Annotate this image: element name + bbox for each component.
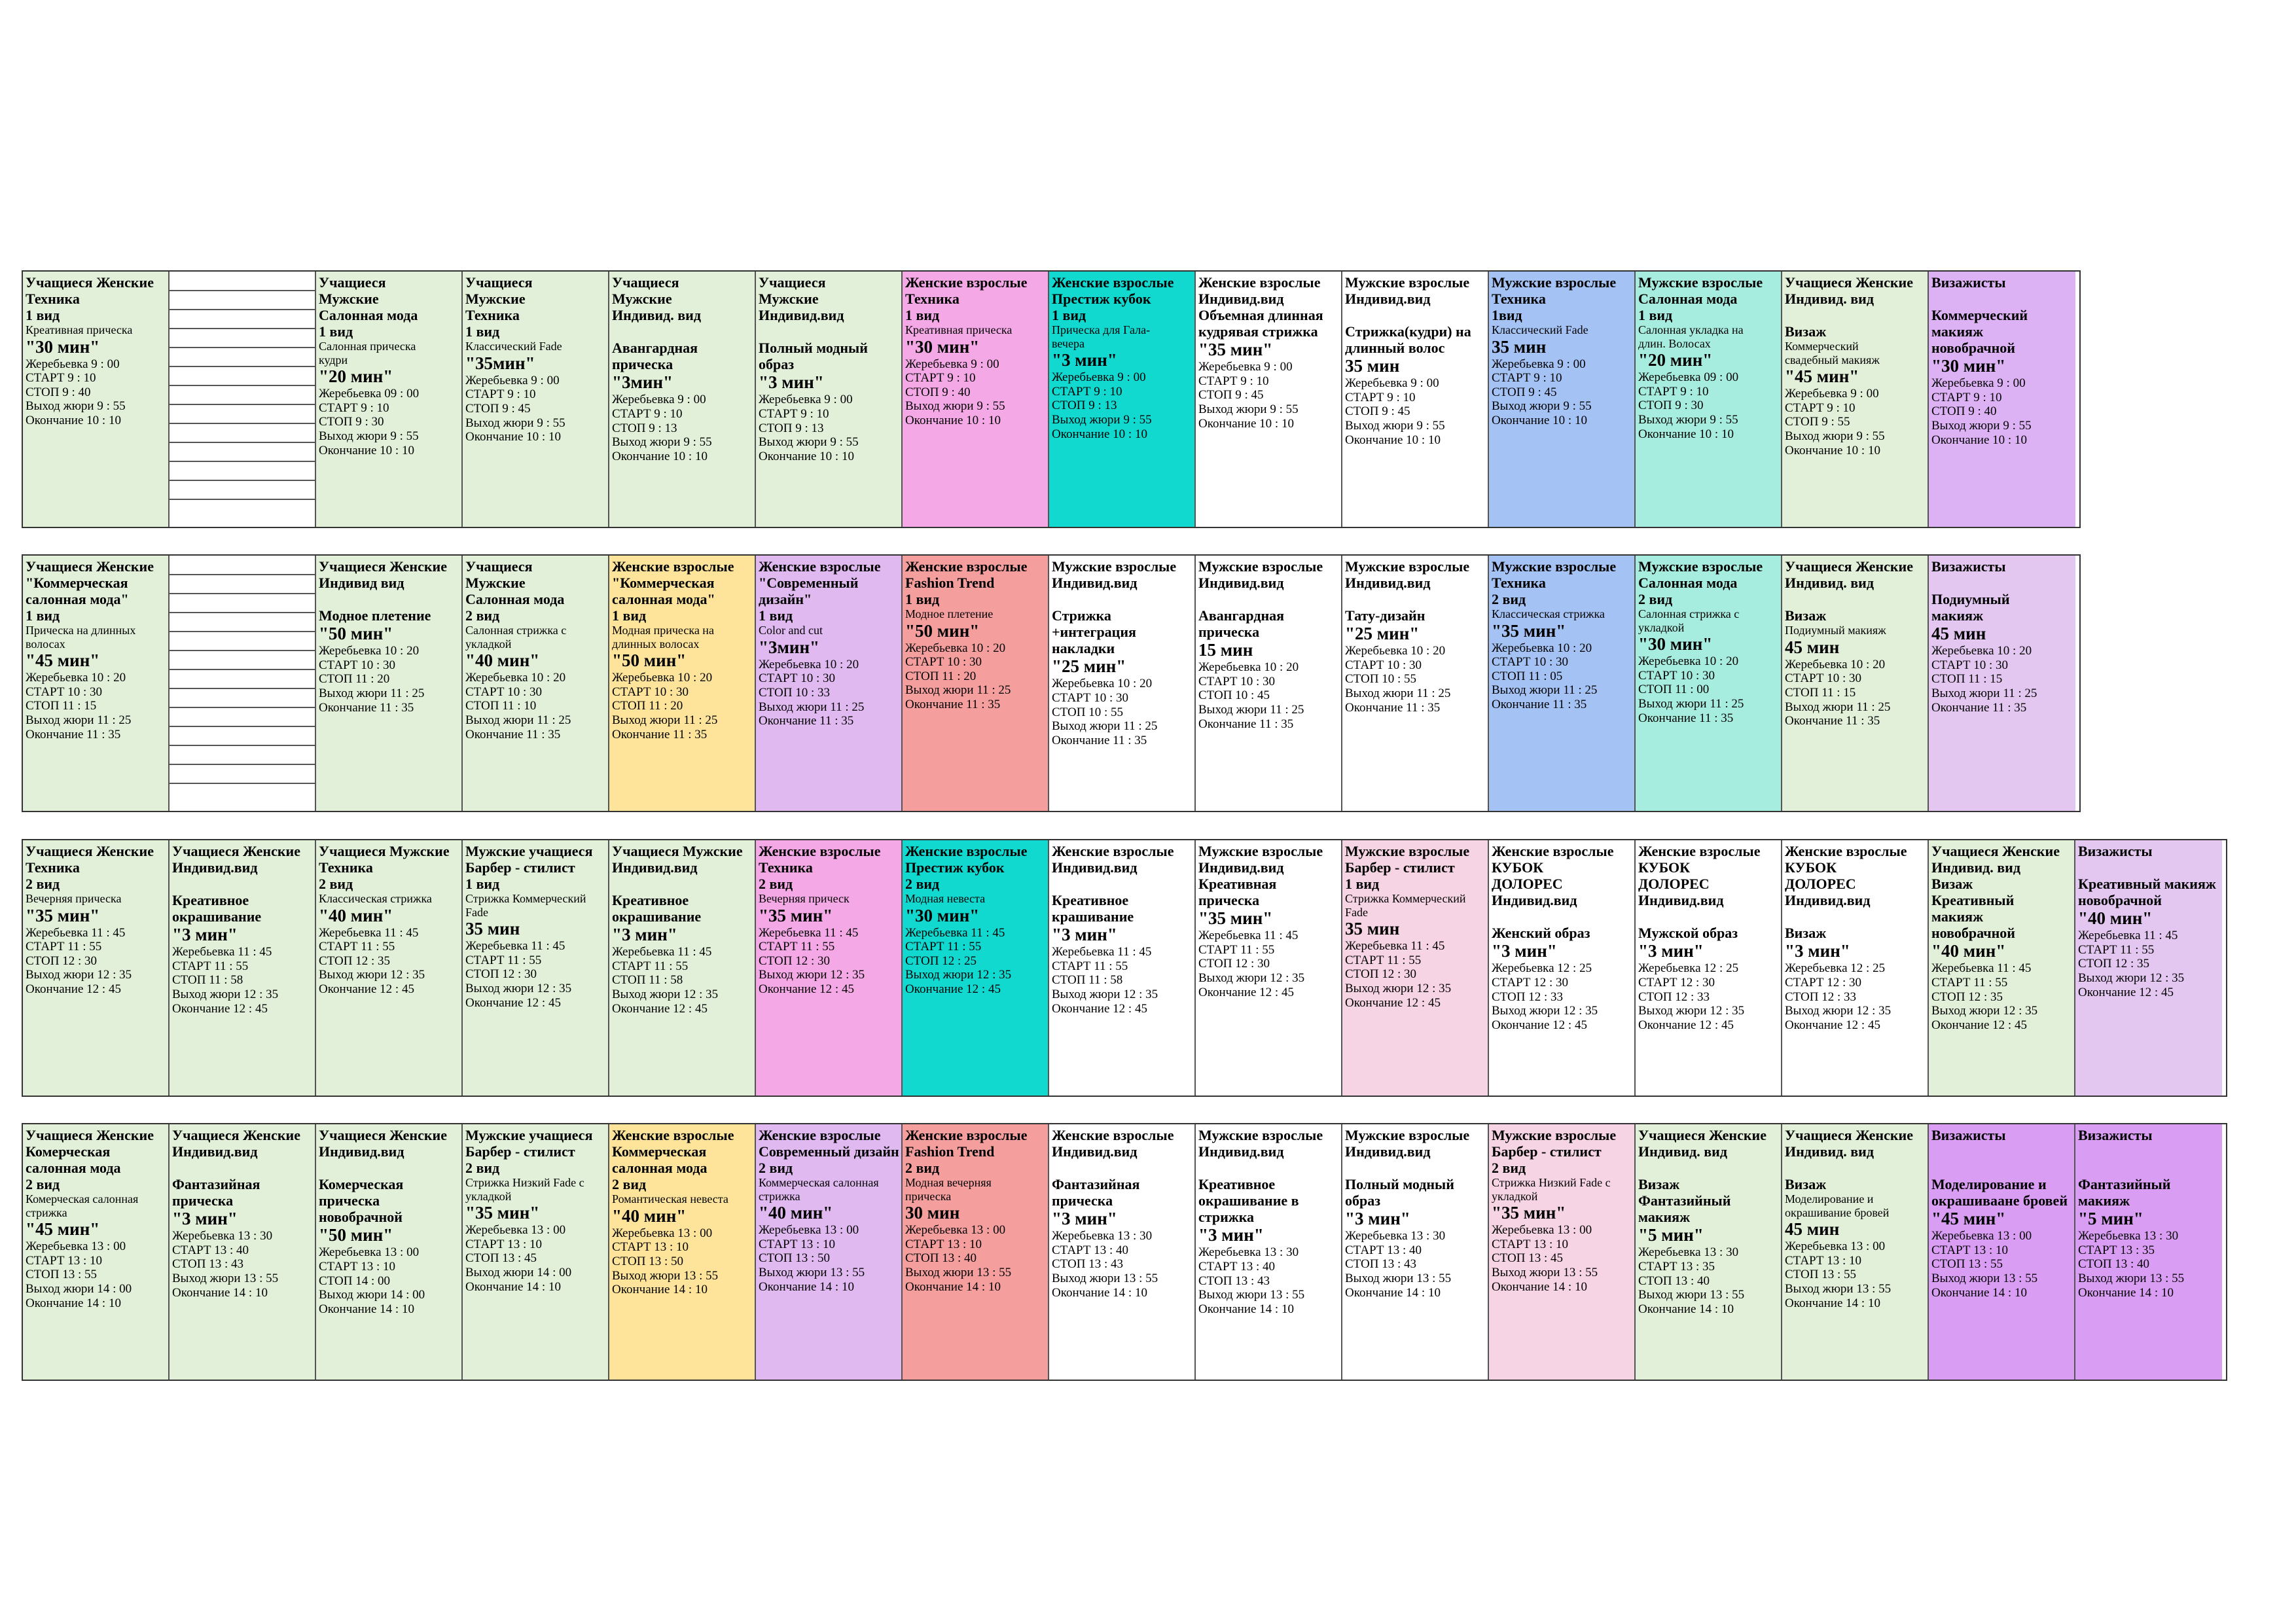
cell-title: Мужские взрослые Индивид.вид Тату-дизайн	[1345, 558, 1470, 624]
cell-times: Жеребьевка 13 : 30 СТАРТ 13 : 40 СТОП 13 : 43 Выход жюри 13 : 55 Окончание 14 : 10	[1052, 1229, 1158, 1300]
schedule-cell	[23, 556, 170, 811]
cell-title: Учащиеся Женские "Коммерческая салонная мода" 1 вид	[26, 558, 154, 624]
schedule-cell	[1489, 1124, 1636, 1380]
cell-duration: "3мин"	[759, 637, 819, 657]
cell-duration: "30 мин"	[905, 905, 980, 925]
schedule-cell	[1342, 272, 1489, 527]
schedule-cell	[1196, 1124, 1342, 1380]
cell-times: Жеребьевка 10 : 20 СТАРТ 10 : 30 СТОП 11 : 15 Выход жюри 11 : 25 Окончание 11 : 35	[1785, 657, 1891, 728]
cell-subtitle: Салонная стрижка с укладкой	[465, 624, 567, 651]
cell-times: Жеребьевка 9 : 00 СТАРТ 9 : 10 СТОП 9 : 13 Выход жюри 9 : 55 Окончание 10 : 10	[759, 393, 859, 463]
cell-times: Жеребьевка 13 : 00 СТАРТ 13 : 10 СТОП 13 : 50 Выход жюри 13 : 55 Окончание 14 : 10	[612, 1226, 719, 1297]
cell-duration: "40 мин"	[759, 1203, 833, 1223]
schedule-cell	[23, 272, 170, 527]
cell-subtitle: Креативная прическа	[905, 323, 1013, 337]
cell-times: Жеребьевка 9 : 00 СТАРТ 9 : 10 СТОП 9 : 45 Выход жюри 9 : 55 Окончание 10 : 10	[1492, 357, 1592, 428]
cell-title: Учащиеся Мужские Индивид.вид Полный модный образ	[759, 274, 868, 373]
cell-title: Учащиеся Мужские Салонная мода 2 вид	[465, 558, 565, 624]
cell-duration: "35 мин"	[1492, 620, 1566, 641]
schedule-cell	[1782, 1124, 1929, 1380]
schedule-cell	[756, 840, 903, 1096]
cell-duration: "50 мин"	[319, 1225, 393, 1245]
schedule-cell	[170, 840, 316, 1096]
cell-times: Жеребьевка 13 : 00 СТАРТ 13 : 10 СТОП 13 : 55 Выход жюри 13 : 55 Окончание 14 : 10	[1931, 1229, 2038, 1300]
cell-title: Учащиеся Женские Техника 2 вид	[26, 843, 154, 893]
cell-times: Жеребьевка 9 : 00 СТАРТ 9 : 10 СТОП 9 : 13 Выход жюри 9 : 55 Окончание 10 : 10	[1052, 370, 1152, 441]
cell-title: Визажисты Креативный макияж новобрачной	[2078, 843, 2216, 909]
cell-times: Жеребьевка 11 : 45 СТАРТ 11 : 55 СТОП 11 : 58 Выход жюри 12 : 35 Окончание 12 : 45	[172, 945, 279, 1016]
schedule-cell	[1636, 272, 1782, 527]
cell-subtitle: Color and cut	[759, 624, 823, 637]
cell-duration: "3 мин"	[1638, 941, 1704, 961]
cell-duration: "30 мин"	[905, 336, 980, 357]
cell-duration: 45 мин	[1785, 1219, 1840, 1240]
schedule-cell	[1342, 1124, 1489, 1380]
cell-times: Жеребьевка 13 : 00 СТАРТ 13 : 10 СТОП 13 : 55 Выход жюри 14 : 00 Окончание 14 : 10	[26, 1240, 132, 1310]
cell-duration: "45 мин"	[26, 651, 100, 671]
cell-times: Жеребьевка 11 : 45 СТАРТ 11 : 55 СТОП 12 : 35 Выход жюри 12 : 35 Окончание 12 : 45	[319, 925, 425, 997]
cell-title: Учащиеся Мужские Индивид.вид Креативное окрашивание	[612, 843, 743, 925]
schedule-cell	[1929, 840, 2075, 1096]
cell-duration: "45 мин"	[1785, 366, 1859, 387]
schedule-cell	[170, 1124, 316, 1380]
cell-duration: "40 мин"	[2078, 908, 2153, 929]
cell-times: Жеребьевка 13 : 00 СТАРТ 13 : 10 СТОП 13 : 50 Выход жюри 13 : 55 Окончание 14 : 10	[759, 1223, 865, 1294]
cell-times: Жеребьевка 9 : 00 СТАРТ 9 : 10 СТОП 9 : 40 Выход жюри 9 : 55 Окончание 10 : 10	[1931, 376, 2032, 447]
cell-subtitle: Салонная стрижка с укладкой	[1638, 607, 1740, 634]
cell-title: Мужские взрослые Техника 1вид	[1492, 274, 1617, 324]
cell-duration: "30 мин"	[1931, 356, 2006, 376]
schedule-cell	[903, 840, 1049, 1096]
schedule-cell	[1489, 272, 1636, 527]
cell-title: Женские взрослые Техника 2 вид	[759, 843, 881, 893]
cell-subtitle: Салонная прическа кудри	[319, 340, 416, 366]
schedule-cell	[756, 1124, 903, 1380]
cell-title: Мужские учащиеся Барбер - стилист 1 вид	[465, 843, 593, 893]
cell-title: Учащиеся Женские Индивид. вид Визаж	[1785, 558, 1913, 624]
cell-duration: 35 мин	[1492, 336, 1547, 357]
schedule-cell	[756, 556, 903, 811]
schedule-cell	[2075, 840, 2222, 1096]
schedule-cell	[609, 1124, 756, 1380]
cell-subtitle: Коммерческая салонная стрижка	[759, 1176, 879, 1203]
cell-times: Жеребьевка 12 : 25 СТАРТ 12 : 30 СТОП 12 : 33 Выход жюри 12 : 35 Окончание 12 : 45	[1492, 961, 1598, 1032]
cell-title: Женские взрослые Коммерческая салонная мода 2 вид	[612, 1127, 734, 1193]
cell-times: Жеребьевка 11 : 45 СТАРТ 11 : 55 СТОП 12 : 30 Выход жюри 12 : 35 Окончание 12 : 45	[1345, 939, 1452, 1010]
cell-duration: "20 мин"	[319, 366, 393, 387]
cell-duration: "3 мин"	[1052, 350, 1117, 370]
cell-subtitle: Салонная укладка на длин. Волосах	[1638, 323, 1744, 350]
schedule-cell	[1929, 272, 2075, 527]
cell-times: Жеребьевка 11 : 45 СТАРТ 11 : 55 СТОП 11 : 58 Выход жюри 12 : 35 Окончание 12 : 45	[612, 945, 719, 1016]
cell-duration: 45 мин	[1931, 624, 1986, 644]
cell-title: Мужские взрослые Салонная мода 2 вид	[1638, 558, 1763, 608]
cell-title: Визажисты Моделирование и окрашиваане бровей	[1931, 1127, 2068, 1209]
cell-duration: "50 мин"	[319, 624, 393, 644]
cell-duration: "3 мин"	[1785, 941, 1850, 961]
cell-times: Жеребьевка 12 : 25 СТАРТ 12 : 30 СТОП 12 : 33 Выход жюри 12 : 35 Окончание 12 : 45	[1785, 961, 1892, 1032]
cell-duration: "20 мин"	[1638, 350, 1713, 370]
cell-title: Учащиеся Женские Индивид.вид Фантазийная прическа	[172, 1127, 300, 1209]
cell-title: Мужские учащиеся Барбер - стилист 2 вид	[465, 1127, 593, 1177]
cell-title: Мужские взрослые Барбер - стилист 2 вид	[1492, 1127, 1617, 1177]
schedule-cell	[609, 272, 756, 527]
cell-title: Женские взрослые Престиж кубок 1 вид	[1052, 274, 1174, 324]
cell-times: Жеребьевка 11 : 45 СТАРТ 11 : 55 СТОП 12 : 30 Выход жюри 12 : 35 Окончание 12 : 45	[26, 925, 132, 997]
cell-times: Жеребьевка 10 : 20 СТАРТ 10 : 30 СТОП 11 : 10 Выход жюри 11 : 25 Окончание 11 : 35	[465, 671, 571, 741]
cell-title: Женские взрослые Престиж кубок 2 вид	[905, 843, 1028, 893]
cell-duration: "25 мин"	[1345, 624, 1420, 644]
cell-title: Женские взрослые Индивид.вид Фантазийная прическа	[1052, 1127, 1174, 1209]
schedule-cell	[463, 1124, 609, 1380]
schedule-cell	[316, 556, 463, 811]
cell-times: Жеребьевка 11 : 45 СТАРТ 11 : 55 СТОП 12 : 35 Выход жюри 12 : 35 Окончание 12 : 45	[1931, 961, 2038, 1032]
cell-times: Жеребьевка 13 : 30 СТАРТ 13 : 35 СТОП 13 : 40 Выход жюри 13 : 55 Окончание 14 : 10	[1638, 1245, 1745, 1316]
cell-times: Жеребьевка 11 : 45 СТАРТ 11 : 55 СТОП 12 : 35 Выход жюри 12 : 35 Окончание 12 : 45	[2078, 929, 2185, 999]
schedule-cell	[1196, 840, 1342, 1096]
cell-duration: "50 мин"	[905, 620, 980, 641]
cell-subtitle: Классический Fade	[465, 340, 562, 353]
schedule-cell	[23, 840, 170, 1096]
cell-title: Женские взрослые Fashion Trend 2 вид	[905, 1127, 1028, 1177]
cell-duration: 35 мин	[1345, 919, 1400, 939]
cell-duration: "40 мин"	[319, 905, 393, 925]
schedule-cell	[1636, 556, 1782, 811]
cell-times: Жеребьевка 9 : 00 СТАРТ 9 : 10 СТОП 9 : 13 Выход жюри 9 : 55 Окончание 10 : 10	[612, 393, 712, 463]
cell-subtitle: Стрижка Коммерческий Fade	[465, 892, 586, 919]
cell-subtitle: Стрижка Коммерческий Fade	[1345, 892, 1466, 919]
cell-subtitle: Коммерческий свадебный макияж	[1785, 340, 1880, 366]
cell-duration: "25 мин"	[1052, 656, 1126, 677]
cell-title: Женские взрослые Индивид.вид Объемная длинная кудрявая стрижка	[1198, 274, 1323, 340]
schedule-cell	[316, 272, 463, 527]
cell-title: Учащиеся Женские Индивид. вид Визаж	[1785, 1127, 1913, 1193]
schedule-cell	[463, 840, 609, 1096]
cell-title: Учащиеся Женские Индивид.вид Креативное окрашивание	[172, 843, 300, 925]
cell-times: Жеребьевка 11 : 45 СТАРТ 11 : 55 СТОП 12 : 30 Выход жюри 12 : 35 Окончание 12 : 45	[465, 939, 572, 1010]
cell-title: Женские взрослые "Современный дизайн" 1 вид	[759, 558, 881, 624]
cell-times: Жеребьевка 10 : 20 СТАРТ 10 : 30 СТОП 10 : 45 Выход жюри 11 : 25 Окончание 11 : 35	[1198, 660, 1304, 731]
cell-times: Жеребьевка 10 : 20 СТАРТ 10 : 30 СТОП 10 : 55 Выход жюри 11 : 25 Окончание 11 : 35	[1345, 644, 1451, 715]
schedule-cell	[316, 840, 463, 1096]
cell-duration: "3 мин"	[1345, 1209, 1410, 1229]
cell-times: Жеребьевка 09 : 00 СТАРТ 9 : 10 СТОП 9 : 30 Выход жюри 9 : 55 Окончание 10 : 10	[1638, 370, 1739, 441]
cell-title: Мужские взрослые Индивид.вид Авангардная прическа	[1198, 558, 1323, 641]
cell-duration: "35 мин"	[759, 905, 833, 925]
cell-title: Учащиеся Женские Индивид.вид Комерческая прическа новобрачной	[319, 1127, 447, 1226]
cell-title: Мужские взрослые Индивид.вид Стрижка(кудри) на длинный волос	[1345, 274, 1471, 357]
cell-duration: "35 мин"	[465, 1203, 540, 1223]
schedule-cell	[1782, 840, 1929, 1096]
cell-duration: 15 мин	[1198, 640, 1253, 660]
cell-times: Жеребьевка 11 : 45 СТАРТ 11 : 55 СТОП 12 : 25 Выход жюри 12 : 35 Окончание 12 : 45	[905, 925, 1012, 997]
cell-times: Жеребьевка 13 : 30 СТАРТ 13 : 40 СТОП 13 : 43 Выход жюри 13 : 55 Окончание 14 : 10	[1345, 1229, 1452, 1300]
cell-duration: "3мин"	[612, 372, 673, 393]
cell-times: Жеребьевка 12 : 25 СТАРТ 12 : 30 СТОП 12 : 33 Выход жюри 12 : 35 Окончание 12 : 45	[1638, 961, 1745, 1032]
cell-times: Жеребьевка 11 : 45 СТАРТ 11 : 55 СТОП 12 : 30 Выход жюри 12 : 35 Окончание 12 : 45	[759, 925, 865, 997]
cell-duration: "3 мин"	[1198, 1225, 1264, 1245]
cell-duration: "3 мин"	[1052, 1209, 1117, 1229]
cell-title: Учащиеся Женские Индивид. вид Визаж Креативный макияж новобрачной	[1931, 843, 2060, 942]
cell-times: Жеребьевка 9 : 00 СТАРТ 9 : 10 СТОП 9 : 55 Выход жюри 9 : 55 Окончание 10 : 10	[1785, 387, 1885, 457]
schedule-cell	[1342, 840, 1489, 1096]
cell-subtitle: Вечерняя прическа	[26, 892, 122, 906]
schedule-cell	[1489, 556, 1636, 811]
cell-times: Жеребьевка 09 : 00 СТАРТ 9 : 10 СТОП 9 : 30 Выход жюри 9 : 55 Окончание 10 : 10	[319, 387, 420, 457]
cell-subtitle: Подиумный макияж	[1785, 624, 1886, 637]
cell-title: Учащиеся Мужские Салонная мода 1 вид	[319, 274, 418, 340]
cell-subtitle: Креативная прическа	[26, 323, 133, 337]
cell-times: Жеребьевка 13 : 00 СТАРТ 13 : 10 СТОП 13 : 55 Выход жюри 13 : 55 Окончание 14 : 10	[1785, 1240, 1892, 1310]
cell-times: Жеребьевка 13 : 30 СТАРТ 13 : 40 СТОП 13 : 43 Выход жюри 13 : 55 Окончание 14 : 10	[172, 1229, 279, 1300]
cell-title: Женские взрослые Техника 1 вид	[905, 274, 1028, 324]
cell-times: Жеребьевка 10 : 20 СТАРТ 10 : 30 СТОП 11 : 20 Выход жюри 11 : 25 Окончание 11 : 35	[612, 671, 718, 741]
cell-title: Женские взрослые Индивид.вид Креативное крашивание	[1052, 843, 1174, 925]
cell-duration: "35 мин"	[1198, 908, 1273, 929]
cell-times: Жеребьевка 10 : 20 СТАРТ 10 : 30 СТОП 11 : 00 Выход жюри 11 : 25 Окончание 11 : 35	[1638, 654, 1744, 725]
cell-title: Мужские взрослые Барбер - стилист 1 вид	[1345, 843, 1470, 893]
schedule-cell	[903, 1124, 1049, 1380]
cell-subtitle: Классическая стрижка	[1492, 607, 1605, 621]
ruled-lines-cell	[170, 272, 316, 527]
cell-times: Жеребьевка 13 : 30 СТАРТ 13 : 40 СТОП 13 : 43 Выход жюри 13 : 55 Окончание 14 : 10	[1198, 1245, 1305, 1316]
cell-times: Жеребьевка 9 : 00 СТАРТ 9 : 10 СТОП 9 : 40 Выход жюри 9 : 55 Окончание 10 : 10	[905, 357, 1005, 428]
cell-times: Жеребьевка 10 : 20 СТАРТ 10 : 30 СТОП 11 : 20 Выход жюри 11 : 25 Окончание 11 : 35	[319, 644, 425, 715]
schedule-cell	[1636, 1124, 1782, 1380]
cell-times: Жеребьевка 13 : 30 СТАРТ 13 : 35 СТОП 13 : 40 Выход жюри 13 : 55 Окончание 14 : 10	[2078, 1229, 2185, 1300]
cell-subtitle: Модная прическа на длинных волосах	[612, 624, 714, 651]
schedule-cell	[1489, 840, 1636, 1096]
cell-title: Женские взрослые Современный дизайн 2 вид	[759, 1127, 899, 1177]
cell-duration: "3 мин"	[612, 925, 677, 945]
schedule-cell	[1636, 840, 1782, 1096]
schedule-block-4	[22, 1123, 2227, 1381]
cell-times: Жеребьевка 13 : 00 СТАРТ 13 : 10 СТОП 14 : 00 Выход жюри 14 : 00 Окончание 14 : 10	[319, 1245, 425, 1316]
cell-duration: 30 мин	[905, 1203, 960, 1223]
cell-duration: "35 мин"	[1492, 1203, 1566, 1223]
cell-duration: "3 мин"	[1052, 925, 1117, 945]
cell-duration: "40 мин"	[612, 1205, 687, 1226]
cell-title: Женские взрослые КУБОК ДОЛОРЕС Индивид.вид Женский образ	[1492, 843, 1614, 942]
cell-times: Жеребьевка 13 : 00 СТАРТ 13 : 10 СТОП 13 : 40 Выход жюри 13 : 55 Окончание 14 : 10	[905, 1223, 1012, 1294]
cell-title: Учащиеся Женские Индивид. вид Визаж Фантазийный макияж	[1638, 1127, 1767, 1226]
cell-title: Мужские взрослые Индивид.вид Креативная прическа	[1198, 843, 1323, 909]
cell-times: Жеребьевка 10 : 20 СТАРТ 10 : 30 СТОП 10 : 55 Выход жюри 11 : 25 Окончание 11 : 35	[1052, 677, 1158, 747]
cell-title: Мужские взрослые Индивид.вид Креативное окрашивание в стрижка	[1198, 1127, 1323, 1226]
cell-duration: "3 мин"	[759, 372, 824, 393]
schedule-cell	[2075, 1124, 2222, 1380]
cell-duration: "50 мин"	[612, 651, 687, 671]
cell-times: Жеребьевка 11 : 45 СТАРТ 11 : 55 СТОП 11 : 58 Выход жюри 12 : 35 Окончание 12 : 45	[1052, 945, 1158, 1016]
ruled-lines-cell	[170, 556, 316, 811]
cell-title: Мужские взрослые Индивид.вид Полный модный образ	[1345, 1127, 1470, 1209]
cell-title: Учащиеся Мужские Техника 2 вид	[319, 843, 450, 893]
schedule-cell	[1782, 556, 1929, 811]
cell-title: Учащиеся Женские Техника 1 вид	[26, 274, 154, 324]
schedule-cell	[1049, 556, 1196, 811]
cell-subtitle: Классическая стрижка	[319, 892, 432, 906]
cell-duration: "35 мин"	[1198, 340, 1273, 360]
cell-subtitle: Моделирование и окрашивание бровей	[1785, 1192, 1890, 1219]
cell-title: Учащиеся Мужские Индивид. вид Авангардная прическа	[612, 274, 701, 373]
cell-title: Визажисты Фантазийный макияж	[2078, 1127, 2171, 1209]
cell-subtitle: Классический Fade	[1492, 323, 1588, 337]
cell-duration: "45 мин"	[1931, 1209, 2006, 1229]
cell-subtitle: Вечерняя прическ	[759, 892, 850, 906]
cell-times: Жеребьевка 9 : 00 СТАРТ 9 : 10 СТОП 9 : 45 Выход жюри 9 : 55 Окончание 10 : 10	[465, 373, 565, 444]
cell-times: Жеребьевка 10 : 20 СТАРТ 10 : 30 СТОП 11 : 20 Выход жюри 11 : 25 Окончание 11 : 35	[905, 641, 1011, 712]
cell-title: Женские взрослые Fashion Trend 1 вид	[905, 558, 1028, 608]
cell-duration: "5 мин"	[2078, 1209, 2144, 1229]
cell-subtitle: Стрижка Низкий Fade с укладкой	[1492, 1176, 1611, 1203]
cell-times: Жеребьевка 10 : 20 СТАРТ 10 : 30 СТОП 11 : 15 Выход жюри 11 : 25 Окончание 11 : 35	[1931, 644, 2037, 715]
cell-title: Визажисты Подиумный макияж	[1931, 558, 2010, 624]
cell-duration: "40 мин"	[465, 651, 540, 671]
schedule-block-1	[22, 270, 2081, 528]
cell-duration: "3 мин"	[172, 1209, 238, 1229]
cell-title: Женские взрослые КУБОК ДОЛОРЕС Индивид.вид Мужской образ	[1638, 843, 1761, 942]
cell-subtitle: Модная невеста	[905, 892, 986, 906]
cell-subtitle: Модная вечерняя прическа	[905, 1176, 992, 1203]
schedule-block-2	[22, 554, 2081, 812]
schedule-cell	[1929, 1124, 2075, 1380]
schedule-cell	[1342, 556, 1489, 811]
cell-times: Жеребьевка 13 : 00 СТАРТ 13 : 10 СТОП 13 : 45 Выход жюри 14 : 00 Окончание 14 : 10	[465, 1223, 572, 1294]
cell-title: Мужские взрослые Техника 2 вид	[1492, 558, 1617, 608]
cell-times: Жеребьевка 13 : 00 СТАРТ 13 : 10 СТОП 13 : 45 Выход жюри 13 : 55 Окончание 14 : 10	[1492, 1223, 1598, 1294]
cell-duration: "5 мин"	[1638, 1225, 1704, 1245]
cell-title: Учащиеся Женские Индивид вид Модное плетение	[319, 558, 447, 624]
schedule-cell	[1929, 556, 2075, 811]
schedule-cell	[1049, 1124, 1196, 1380]
cell-times: Жеребьевка 10 : 20 СТАРТ 10 : 30 СТОП 11 : 05 Выход жюри 11 : 25 Окончание 11 : 35	[1492, 641, 1598, 712]
cell-times: Жеребьевка 11 : 45 СТАРТ 11 : 55 СТОП 12 : 30 Выход жюри 12 : 35 Окончание 12 : 45	[1198, 929, 1305, 999]
schedule-cell	[463, 556, 609, 811]
schedule-cell	[903, 272, 1049, 527]
cell-subtitle: Модное плетение	[905, 607, 994, 621]
schedule-cell	[609, 840, 756, 1096]
cell-title: Мужские взрослые Салонная мода 1 вид	[1638, 274, 1763, 324]
schedule-block-3	[22, 839, 2227, 1097]
cell-duration: "35мин"	[465, 353, 535, 373]
schedule-cell	[23, 1124, 170, 1380]
cell-times: Жеребьевка 9 : 00 СТАРТ 9 : 10 СТОП 9 : 40 Выход жюри 9 : 55 Окончание 10 : 10	[26, 357, 126, 428]
cell-title: Женские взрослые КУБОК ДОЛОРЕС Индивид.вид Визаж	[1785, 843, 1907, 942]
cell-duration: "45 мин"	[26, 1219, 100, 1240]
cell-duration: "3 мин"	[172, 925, 238, 945]
schedule-cell	[1782, 272, 1929, 527]
cell-subtitle: Комерческая салонная стрижка	[26, 1192, 139, 1219]
cell-times: Жеребьевка 9 : 00 СТАРТ 9 : 10 СТОП 9 : 45 Выход жюри 9 : 55 Окончание 10 : 10	[1345, 376, 1445, 447]
cell-duration: "30 мин"	[26, 336, 100, 357]
cell-times: Жеребьевка 9 : 00 СТАРТ 9 : 10 СТОП 9 : 45 Выход жюри 9 : 55 Окончание 10 : 10	[1198, 360, 1299, 431]
cell-subtitle: Прическа для Гала- вечера	[1052, 323, 1151, 350]
cell-duration: "30 мин"	[1638, 634, 1713, 654]
cell-subtitle: Прическа на длинных волосах	[26, 624, 136, 651]
cell-title: Учащиеся Женские Индивид. вид Визаж	[1785, 274, 1913, 340]
cell-duration: "3 мин"	[1492, 941, 1557, 961]
schedule-cell	[756, 272, 903, 527]
schedule-cell	[316, 1124, 463, 1380]
schedule-cell	[609, 556, 756, 811]
schedule-cell	[1196, 272, 1342, 527]
cell-times: Жеребьевка 10 : 20 СТАРТ 10 : 30 СТОП 10 : 33 Выход жюри 11 : 25 Окончание 11 : 35	[759, 657, 865, 728]
cell-title: Мужские взрослые Индивид.вид Стрижка +интеграция накладки	[1052, 558, 1177, 657]
cell-duration: "40 мин"	[1931, 941, 2006, 961]
cell-duration: 45 мин	[1785, 637, 1840, 657]
cell-duration: 35 мин	[1345, 356, 1400, 376]
cell-title: Учащиеся Мужские Техника 1 вид	[465, 274, 533, 340]
cell-times: Жеребьевка 10 : 20 СТАРТ 10 : 30 СТОП 11 : 15 Выход жюри 11 : 25 Окончание 11 : 35	[26, 671, 132, 741]
schedule-cell	[1049, 272, 1196, 527]
cell-subtitle: Романтическая невеста	[612, 1192, 728, 1206]
cell-duration: "35 мин"	[26, 905, 100, 925]
cell-duration: 35 мин	[465, 919, 520, 939]
schedule-cell	[1049, 840, 1196, 1096]
schedule-cell	[903, 556, 1049, 811]
cell-title: Учащиеся Женские Комерческая салонная мода 2 вид	[26, 1127, 154, 1193]
schedule-cell	[463, 272, 609, 527]
cell-subtitle: Стрижка Низкий Fade с укладкой	[465, 1176, 584, 1203]
schedule-cell	[1196, 556, 1342, 811]
cell-title: Визажисты Коммерческий макияж новобрачной	[1931, 274, 2028, 357]
cell-title: Женские взрослые "Коммерческая салонная мода" 1 вид	[612, 558, 734, 624]
